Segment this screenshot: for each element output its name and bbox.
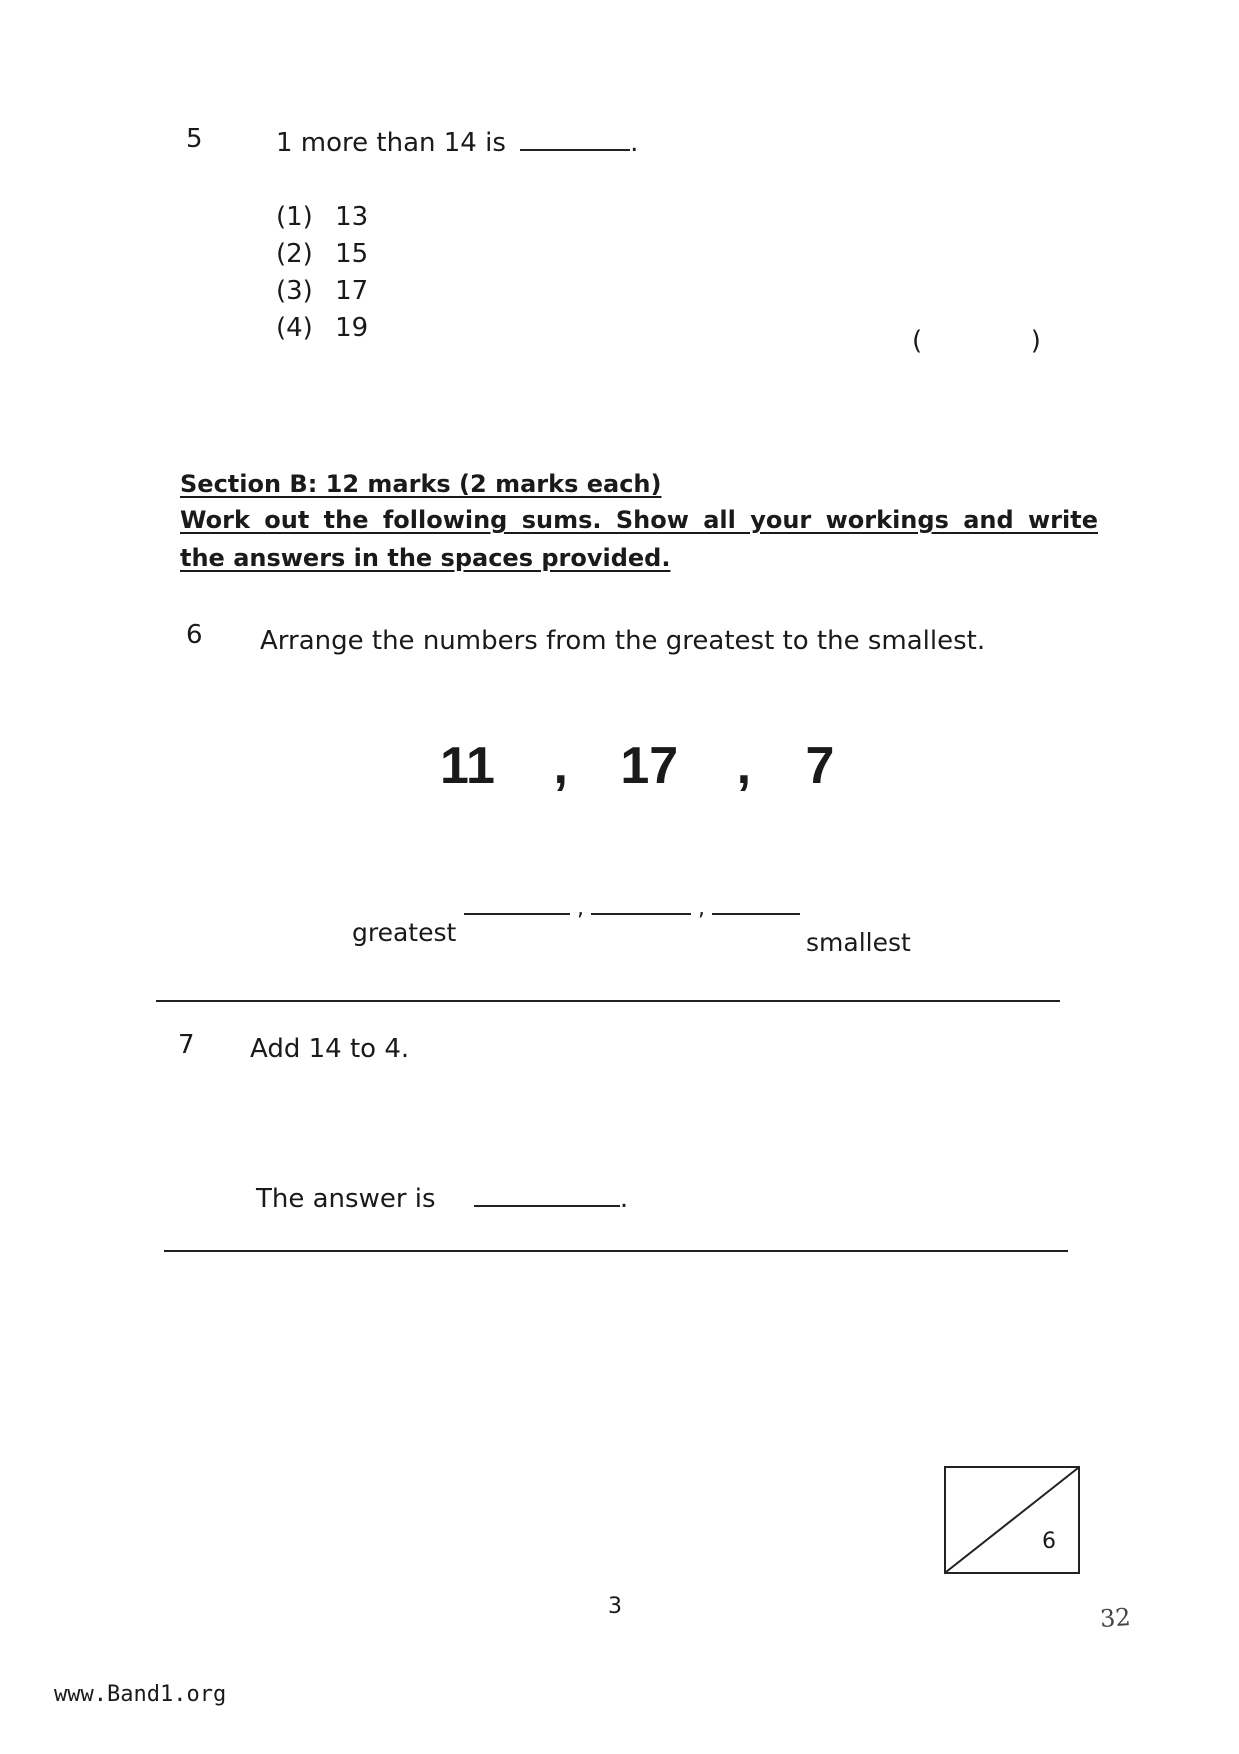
option-value: 13 <box>335 202 369 232</box>
q5-option-2[interactable] <box>276 239 368 269</box>
q7-text: Add 14 to 4. <box>250 1034 410 1064</box>
q6-number: 6 <box>186 620 203 650</box>
diagonal-line-icon <box>946 1468 1078 1572</box>
section-b-instruction-2: the answers in the spaces provided. <box>180 544 671 572</box>
q5-question: 1 more than 14 is <box>276 128 506 158</box>
q6-numbers <box>440 736 834 796</box>
q6-number-1: 11 <box>440 737 495 795</box>
q6-separator: , <box>553 737 568 795</box>
option-label: (4) <box>276 313 313 343</box>
bracket-close: ) <box>1030 326 1041 356</box>
divider-line <box>164 1250 1068 1252</box>
q5-answer-blank[interactable] <box>520 145 630 151</box>
q5-number: 5 <box>186 124 203 154</box>
marks-value: 6 <box>1042 1529 1056 1554</box>
q5-answer-bracket[interactable] <box>912 326 1041 356</box>
q6-blank-comma: , <box>698 896 705 921</box>
handwritten-note: 32 <box>1099 1602 1132 1634</box>
q6-smallest-label: smallest <box>806 928 911 957</box>
section-b-heading: Section B: 12 marks (2 marks each) <box>180 470 662 498</box>
q5-text: 1 more than 14 is . <box>276 128 639 158</box>
q6-blank-smallest[interactable] <box>712 909 800 915</box>
option-label: (2) <box>276 239 313 269</box>
q7-answer-blank[interactable] <box>474 1201 620 1207</box>
q6-greatest-label: greatest <box>352 918 457 947</box>
q5-option-3[interactable] <box>276 276 368 306</box>
divider-line <box>156 1000 1060 1002</box>
option-value: 15 <box>335 239 369 269</box>
marks-box <box>944 1466 1080 1574</box>
q7-answer-label: The answer is <box>256 1184 436 1214</box>
q6-number-3: 7 <box>805 737 835 795</box>
page-number: 3 <box>608 1594 622 1619</box>
q5-option-4[interactable] <box>276 313 368 343</box>
q6-text: Arrange the numbers from the greatest to the smallest. <box>260 626 986 656</box>
q7-number: 7 <box>178 1030 195 1060</box>
q6-blank-greatest[interactable] <box>464 909 570 915</box>
q6-answer-blanks <box>464 896 800 921</box>
option-value: 19 <box>335 313 369 343</box>
bracket-open: ( <box>912 326 923 356</box>
option-value: 17 <box>335 276 369 306</box>
option-label: (3) <box>276 276 313 306</box>
q5-option-1[interactable] <box>276 202 368 232</box>
section-b-instruction-1: Work out the following sums. Show all your workings and write <box>180 506 1098 534</box>
q6-separator: , <box>736 737 752 795</box>
q6-blank-comma: , <box>577 896 584 921</box>
q7-answer-line: The answer is . <box>256 1184 629 1214</box>
q6-number-2: 17 <box>620 737 679 795</box>
q6-blank-middle[interactable] <box>591 909 691 915</box>
footer-url: www.Band1.org <box>54 1682 227 1707</box>
option-label: (1) <box>276 202 313 232</box>
